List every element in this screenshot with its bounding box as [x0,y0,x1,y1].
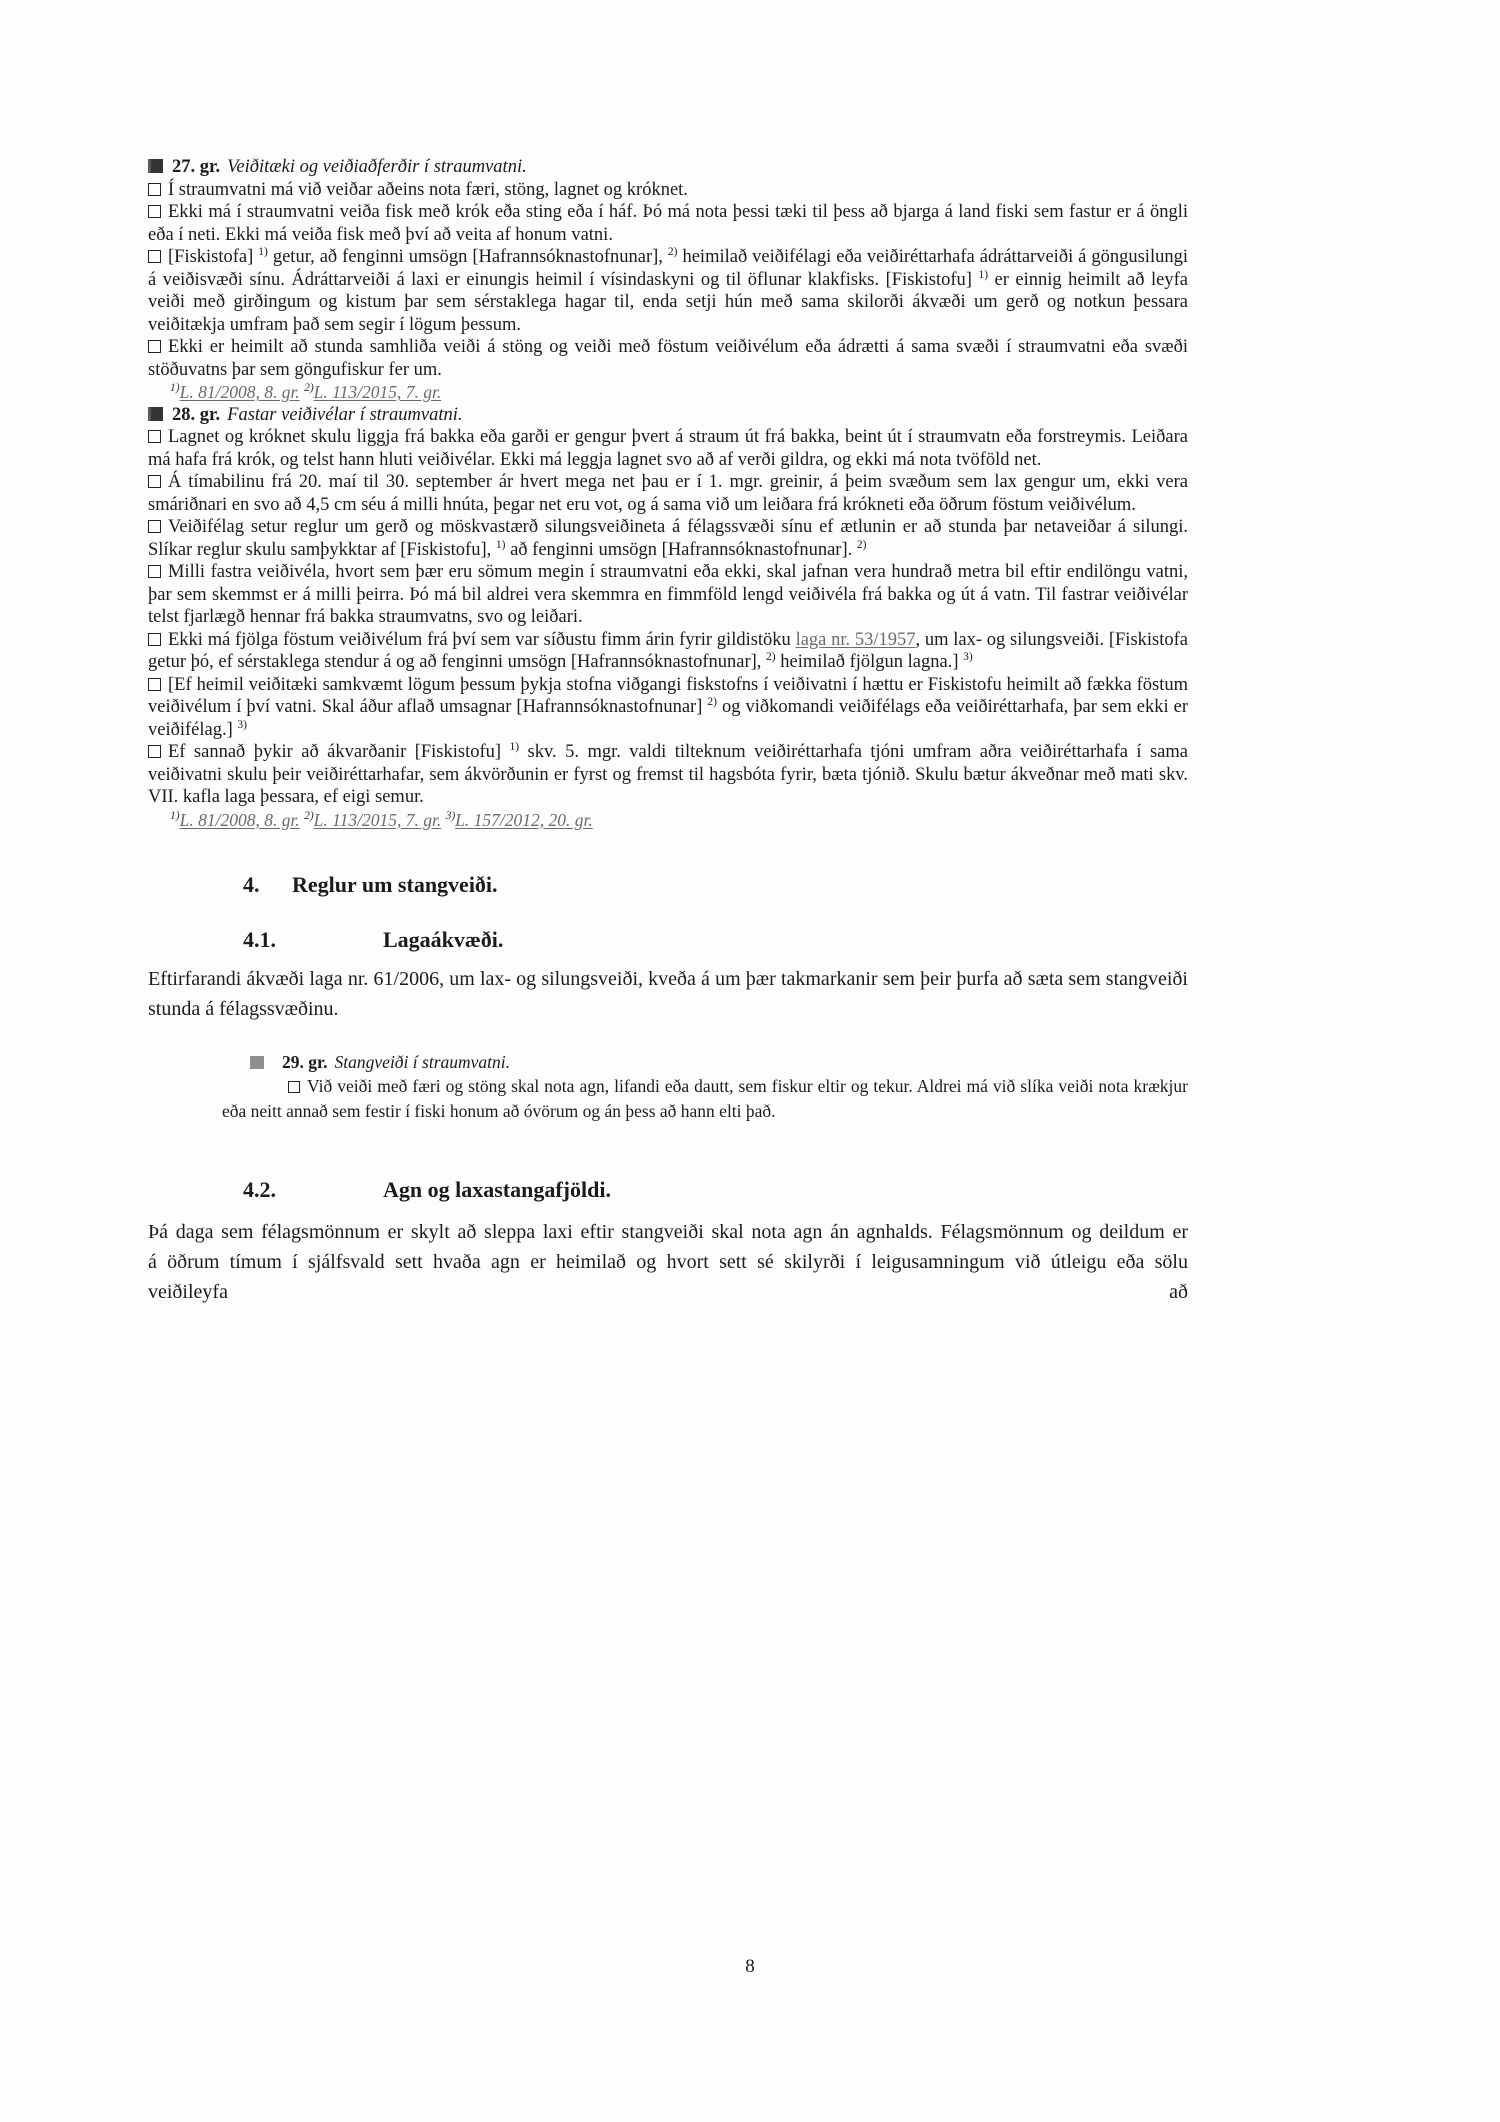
empty-square-icon [148,565,161,578]
legal-paragraph [148,426,1188,471]
text-run: Milli fastra veiðivéla, hvort sem þær eru sömum megin í straumvatni eða ekki, skal jafnan vera hundrað metra bil eftir endilöngu vatni, þar sem skemmst er á milli þeirra. Þó má bil aldrei vera skemmra en fimmföld lengd veiðivéla frá bakka og út á vatn. Til fastrar veiðivélar telst fjarlægð hennar frá bakka straumvatns, svo og leiðari. [148,562,1188,627]
empty-square-icon [148,633,161,646]
empty-square-icon [148,340,161,353]
footnote-ref: 1) [170,382,180,395]
text-run: og viðkomandi veiðifélags eða veiðiréttarhafa, þar sem ekki er veiðifélag.] [148,697,1188,740]
legal-paragraph [148,629,1188,674]
article-title: Veiðitæki og veiðiaðferðir í straumvatni. [227,157,527,177]
legal-paragraph [148,179,1188,202]
legal-paragraph [148,516,1188,561]
footnote-ref: 1) [509,740,520,753]
footnote-ref: 2) [766,650,776,663]
text-run: að fenginni umsögn [Hafrannsóknastofnunar]. [505,539,857,560]
footnote-line [148,809,1188,832]
text-run: heimilað veiðifélagi eða veiðiréttarhafa ádráttarveiði á göngusilungi á veiðisvæði sínu. Ádráttarveiði á laxi er einungis heimil í vísindaskyni og til öflunar klakfisks. [Fiskistofu] [148,247,1188,290]
article-heading [148,404,1188,427]
law-reference-link[interactable]: laga nr. 53/1957 [795,629,916,650]
subsection-heading [243,926,1188,953]
article-heading [250,1050,1188,1074]
article-title: Fastar veiðivélar í straumvatni. [227,404,463,425]
footnote-ref: 1) [978,268,989,281]
article-number: 28. gr. [172,404,221,425]
section-heading [243,871,1188,898]
legal-paragraph [222,1074,1188,1124]
heading-label: Lagaákvæði. [383,927,504,952]
text-run: Við veiði með færi og stöng skal nota agn, lifandi eða dautt, sem fiskur eltir og tekur. Aldrei má við slíka veiði nota krækjur eða neitt annað sem festir í fiski honum að óvörum og án þess að hann elti það. [222,1076,1188,1121]
filled-square-icon [250,1056,264,1069]
legal-paragraph [148,471,1188,516]
footnote-ref: 1) [170,809,180,822]
law-reference-link[interactable]: L. 81/2008, 8. gr. [179,382,300,402]
heading-label: Reglur um stangveiði. [292,872,498,897]
empty-square-icon [148,205,161,218]
text-run: Ef sannað þykir að ákvarðanir [Fiskistofu] [168,742,510,762]
empty-square-icon [148,520,161,533]
footnote-ref: 1) [258,245,268,258]
text-run: getur, að fenginni umsögn [Hafrannsóknastofnunar], [267,247,668,267]
footnote-ref: 2) [856,538,867,551]
empty-square-icon [148,745,161,758]
text-run: Í straumvatni má við veiðar aðeins nota færi, stöng, lagnet og króknet. [168,179,688,200]
footnote-ref: 2) [707,695,717,708]
legal-paragraph [148,201,1188,246]
text-run: Á tímabilinu frá 20. maí til 30. september ár hvert mega net þau er í 1. mgr. greinir, á þeim svæðum sem lax gengur um, ekki vera smáriðnari en svo að 4,5 cm séu á milli hnúta, þegar net eru vot, og á sama við um leiðara frá krókneti eða öðrum föstum veiðivélum. [148,472,1188,515]
text-run: heimilað fjölgun lagna.] [775,652,964,672]
legal-paragraph [148,561,1188,629]
legal-paragraph [148,741,1188,809]
article-number: 29. gr. [282,1052,328,1072]
footnote-line [148,381,1188,404]
empty-square-icon [148,250,161,263]
legal-paragraph [148,674,1188,742]
body-paragraph: Eftirfarandi ákvæði laga nr. 61/2006, um lax- og silungsveiði, kveða á um þær takmarkanir sem þeir þurfa að sæta sem stangveiði stunda á félagssvæðinu. [148,968,1188,1020]
text-run: er einnig heimilt að leyfa veiði með girðingum og kistum þar sem sérstaklega hagar til, enda setji hún með sama skilorði ákvæði um gerð og notkun þessara veiðitækja umfram það sem segir í lögum þessum. [148,269,1188,335]
law-reference-link[interactable]: L. 81/2008, 8. gr. [179,809,300,830]
footnote-ref: 1) [495,538,506,551]
law-reference-link[interactable]: L. 113/2015, 7. gr. [313,382,442,402]
footnote-ref: 3) [237,718,247,731]
text-run: Veiðifélag setur reglur um gerð og möskvastærð silungsveiðineta á félagssvæði sínu ef ætlunin er að stunda þar netaveiðar á silungi. Slíkar reglur skulu samþykktar af [Fiskistofu], [148,517,1188,560]
filled-square-icon [148,407,163,421]
article-title: Stangveiði í straumvatni. [334,1052,511,1072]
footnote-ref: 3) [445,809,456,822]
empty-square-icon [148,183,161,196]
heading-number: 4.2. [243,1177,276,1202]
text-run: [Fiskistofa] [168,247,259,267]
text-run: Ekki er heimilt að stunda samhliða veiði á stöng og veiði með föstum veiðivélum eða ádrætti á sama svæði í straumvatni eða svæði stöðuvatns þar sem göngufiskur fer um. [148,337,1188,380]
heading-number: 4. [243,872,260,897]
empty-square-icon [148,430,161,443]
legal-paragraph [148,246,1188,336]
law-reference-link[interactable]: L. 157/2012, 20. gr. [455,809,593,830]
text-run: [Ef heimil veiðitæki samkvæmt lögum þessum þykja stofna viðgangi fiskstofns í veiðivatni í hættu er Fiskistofu heimilt að fækka föstum veiðivélum í því vatni. Skal áður aflað umsagnar [Hafrannsóknastofnunar] [148,674,1188,717]
empty-square-icon [148,475,161,488]
page-number: 8 [745,1956,755,1977]
empty-square-icon [148,678,161,691]
article-number: 27. gr. [172,157,221,177]
text-run: , um lax- og silungsveiði. [Fiskistofa getur þó, ef sérstaklega stendur á og að fenginni umsögn [Hafrannsóknastofnunar], [148,629,1188,672]
footnote-ref: 2) [667,245,678,258]
empty-square-icon [288,1081,300,1093]
legal-paragraph [148,336,1188,381]
heading-number: 4.1. [243,927,276,952]
body-paragraph: Þá daga sem félagsmönnum er skylt að sleppa laxi eftir stangveiði skal nota agn án agnhalds. Félagsmönnum og deildum er á öðrum tímum í sjálfsvald sett hvaða agn er heimilað og hvort sett sé skilyrði í leigusamningum við útleigu eða sölu veiðileyfa að [148,1221,1188,1303]
text-run: Ekki má fjölga föstum veiðivélum frá því sem var síðustu fimm árin fyrir gildistöku [168,629,796,650]
footnote-ref: 3) [963,650,973,663]
filled-square-icon [148,159,163,173]
text-run: Lagnet og króknet skulu liggja frá bakka eða garði er gengur þvert á straum út frá bakka, beint út í straumvatn eða forstreymis. Leiðara má hafa frá krók, og telst hann hluti veiðivélar. Ekki má leggja lagnet svo að af verði gildra, og ekki má nota tvöföld net. [148,427,1188,470]
footnote-ref: 2) [304,809,314,822]
article-heading [148,156,1188,179]
text-run: Ekki má í straumvatni veiða fisk með krók eða sting eða í háf. Þó má nota þessi tæki til þess að bjarga á land fiski sem fastur er á öngli eða í neti. Ekki má veiða fisk með því að veita af honum vatni. [148,202,1188,245]
law-reference-link[interactable]: L. 113/2015, 7. gr. [313,809,442,830]
heading-label: Agn og laxastangafjöldi. [383,1177,611,1202]
text-run: skv. 5. mgr. valdi tilteknum veiðiréttarhafa tjóni umfram aðra veiðiréttarhafa í sama veiðivatni skulu þeir veiðiréttarhafar, sem ákvörðunin er fyrst og fremst til hagsbóta fyrir, bæta tjónið. Skulu bætur ákveðnar með mati skv. VII. kafla laga þessara, ef eigi semur. [148,742,1188,807]
document-content [148,156,1188,1307]
footnote-ref: 2) [304,382,314,395]
subsection-heading [243,1176,1188,1203]
